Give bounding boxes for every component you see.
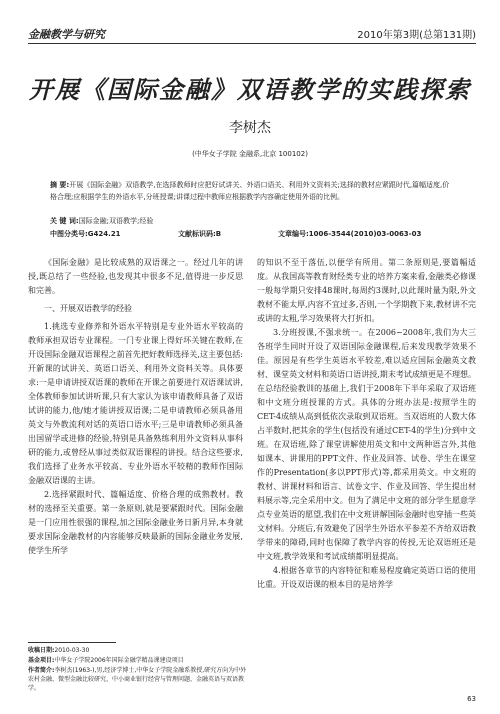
bio-value: 李树杰(1963-),男,经济学博士,中华女子学院金融系教授,研究方向为中外农村金融、微型金融比较研究、中小商业银行经营与管理问题、金融英语与双语教学。 (28, 667, 247, 692)
page-number: 63 (467, 695, 476, 703)
author-name: 李树杰 (229, 120, 271, 136)
paragraph: 3.分班授课,不强求统一。在2006~2008年,我们为大三各班学生同时开设了双语国际金融课程,后来发现教学效果不佳。原因是有些学生英语水平较差,难以适应国际金融英文教材、课堂英文材料和英语口语讲授,期末考试成绩更是不理想。在总结经验教训的基础上,我们于2008年下半年采取了双语班和中文班分班授课的方式。具体的分班办法是:按照学生的CET-4成绩从高到低依次录取到双语班。当双语班的人数大体占半数时,把其余的学生(包括没有通过CET-4的学生)分到中文班。在双语班,除了课堂讲解使用英文和中文两种语言外,其他如课本、讲课用的PPT文件、作业及回答、试卷、学生在课堂作的Presentation(多以PPT形式)等,都采用英文。中文班的教材、讲课材料和语言、试卷文字、作业及回答、学生提出材料展示等,完全采用中文。但为了满足中文班的部分学生愿意学点专业英语的愿望,我们在中文班讲解国际金融时也穿插一些英文材料。分班后,有效避免了因学生外语水平参差不齐给双语教学带来的障碍,同时也保障了教学内容的传授,无论双语班还是中文班,教学效果和考试成绩都明显提高。 (257, 328, 476, 561)
abstract (50, 179, 450, 203)
issue-info: 2010年第3期(总第131期) (357, 30, 476, 41)
abstract-text: 开展《国际金融》双语教学,在选择教师时应把好试讲关、外语口语关、利用外文资料关;选择的教材应紧跟时代,篇幅适度,价格合理;应根据学生的外语水平,分班授课;讲课过程中教师应根据教学内容确定使用外语的比例。 (50, 181, 450, 201)
author-bio (28, 666, 248, 693)
paragraph: 1.挑选专业修养和外语水平特别是专业外语水平较高的教师承担双语专业课程。一门专业课上得好坏关键在教师,在开设国际金融双语课程之前首先把好教师选择关,这主要包括:开新课的试讲关、英语口语关、利用外文资料关等。具体要求:一是申请讲授双语课的教师在开课之前要进行双语课试讲,全体教师参加试讲听课,只有大家认为该申请教师具备了双语试讲的能力,他/她才能讲授双语课;二是申请教师必须具备用英文与外教流利对话的英语口语水平;三是申请教师必须具备出国留学或进修的经验,特别是具备熟练利用外文资料从事科研的能力,或曾经从事过类似双语课程的讲授。结合这些要求,我们选择了业务水平较高、专业外语水平较精的教师作国际金融双语课的主讲。 (28, 322, 243, 485)
fund-value: 中华女子学院2006年国际金融学精品课建设项目 (54, 657, 184, 664)
article-title: 开展《国际金融》双语教学的实践探索 (29, 76, 471, 104)
fund-note (28, 656, 248, 665)
bio-label: 作者简介: (28, 667, 55, 674)
author-affiliation: (中华女子学院 金融系,北京 100102) (192, 150, 308, 158)
paragraph: 的知识不至于落伍,以便学有所用。第二条原则是,要篇幅适度。从我国高等教育财经类专业的培养方案来看,金融类必修课一般每学期只安排48课时,每周约3课时,以此课时量为限,外文教材不能太厚,内容不宜过多,否则,一个学期教下来,教材讲不完或讲的太粗,学习效果将大打折扣。 (257, 258, 476, 323)
article-number: 文章编号:1006-3544(2010)03-0063-03 (278, 230, 422, 238)
paragraph: 4.根据各章节的内容特征和难易程度确定英语口语的使用比重。开设双语课的根本目的是培养学 (257, 566, 476, 589)
header-rule (28, 43, 476, 44)
footnote-rule (28, 642, 116, 643)
keywords (50, 215, 450, 227)
keywords-text: 国际金融;双语教学;经验 (78, 217, 154, 225)
running-header (28, 26, 476, 40)
keywords-label: 关 键 词: (50, 217, 79, 225)
received-date (28, 646, 248, 655)
fund-label: 基金项目: (28, 657, 55, 664)
received-value: 2010-03-30 (54, 647, 90, 654)
journal-name: 金融教学与研究 (28, 28, 105, 41)
intro-paragraph: 《国际金融》是比较成熟的双语课之一。经过几年的讲授,既总结了一些经验,也发现其中很多不足,值得进一步反思和完善。 (28, 258, 243, 295)
abstract-label: 摘 要: (50, 181, 70, 189)
right-column (257, 256, 476, 592)
document-code: 文献标识码:B (178, 230, 222, 238)
received-label: 收稿日期: (28, 647, 55, 654)
section-heading: 一、开展双语教学的经验 (44, 304, 132, 313)
clc-number: 中图分类号:G424.21 (50, 230, 121, 238)
left-column (28, 256, 243, 558)
paragraph: 2.选择紧跟时代、篇幅适度、价格合理的成熟教材。教材的选择至关重要。第一条原则,就是要紧跟时代。国际金融是一门应用性很强的课程,加之国际金融业务日新月异,本身就要求国际金融教材的内容能够反映最新的国际金融业务发展,使学生所学 (28, 490, 243, 555)
